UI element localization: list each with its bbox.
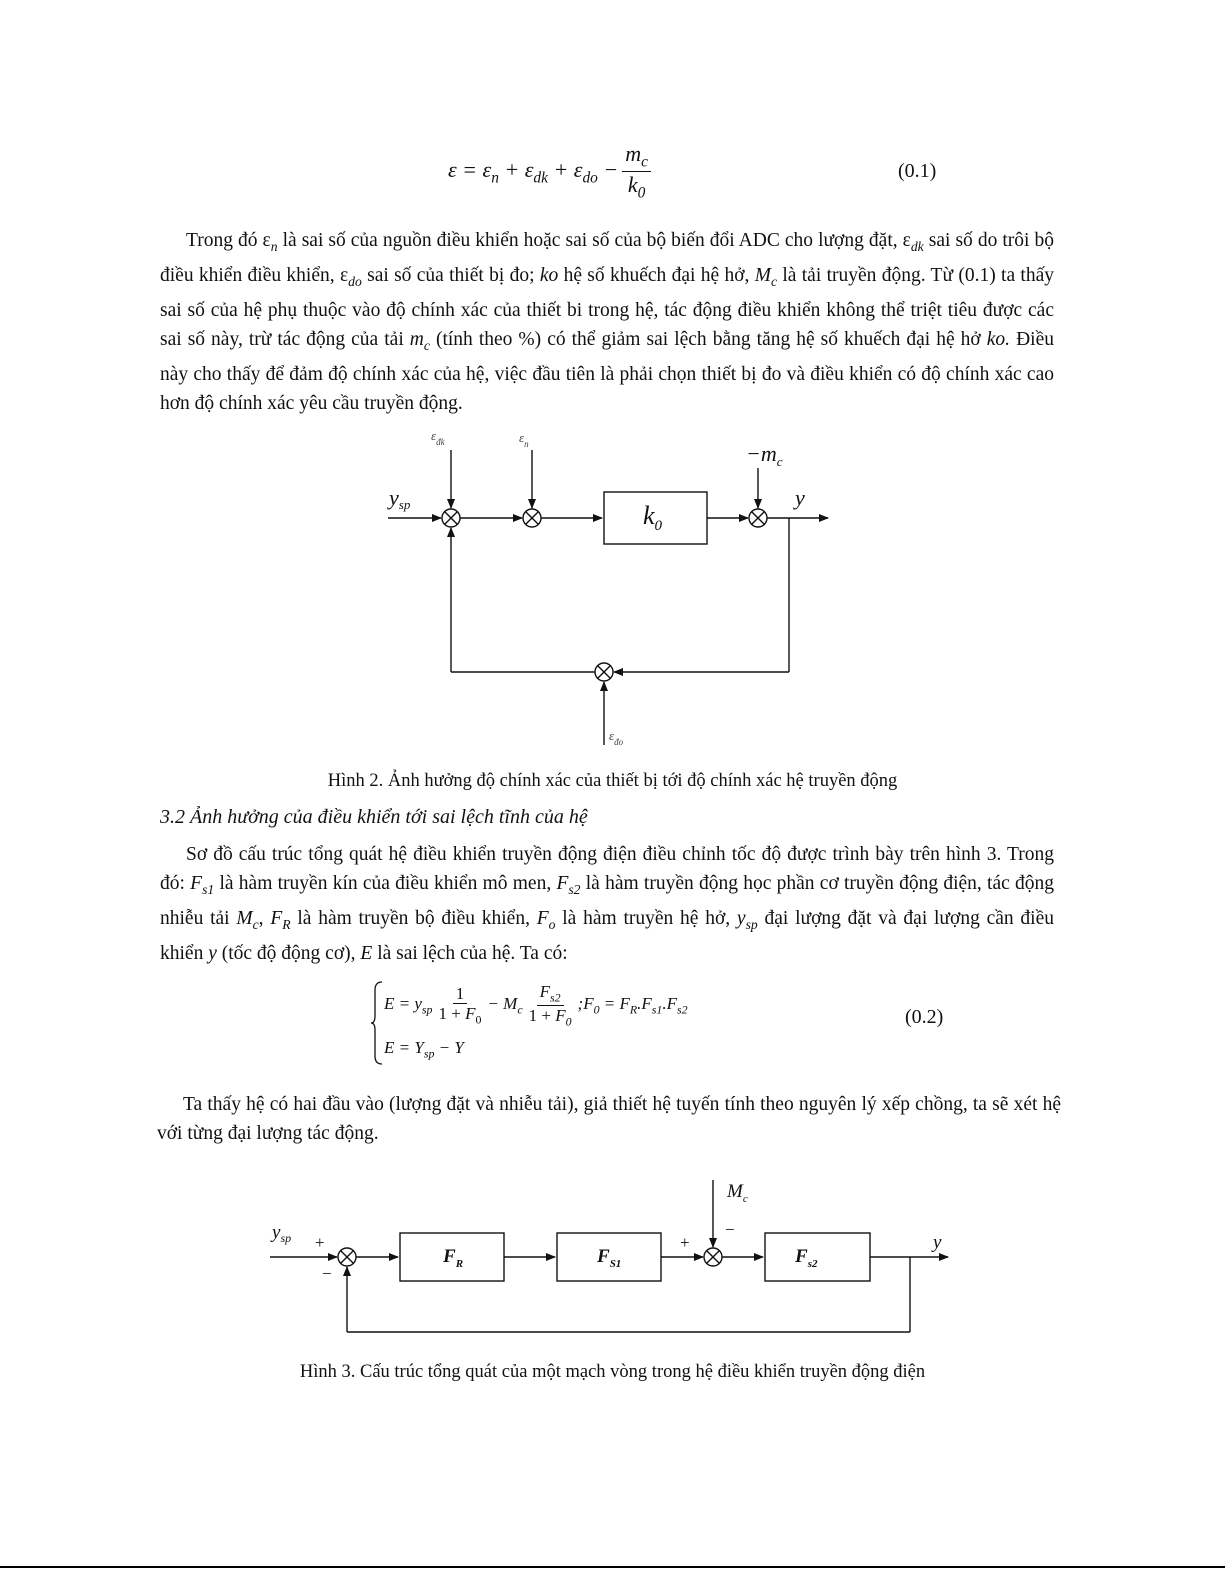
page-bottom-rule — [0, 1566, 1225, 1568]
fig2-epsilon-2-label: $\varepsilon_n$ — [519, 430, 529, 449]
section-heading: 3.2 Ảnh hưởng của điều khiển tới sai lệch tĩnh của hệ — [160, 806, 588, 828]
paragraph-1-text: là tải truyền động. Từ (0.1) ta thấy sai số của hệ phụ thuộc vào độ chính xác của thiết bi trong hệ, tác động điều khiển không thể triệt tiêu được các sai số này, trừ tác động của tải — [160, 264, 1055, 350]
paragraph-1-text: (tính theo %) có thể giảm sai lệch bằng tăng hệ số khuếch đại hệ hở — [429, 328, 987, 350]
fig3-minus-sign-2: − — [725, 1220, 735, 1239]
paragraph-1-sub: dk — [910, 238, 924, 254]
fig2-k0-label: $k_0$ — [643, 501, 663, 534]
fig2-ysp-label: ysp — [389, 485, 411, 512]
equation-0-2-brace — [370, 978, 384, 1068]
fig3-fs2-label: $F_{s2}$ — [795, 1246, 818, 1270]
fig3-fr-label: $F_R$ — [443, 1246, 464, 1270]
fig3-fs2-block — [765, 1233, 870, 1281]
equation-0-2 — [370, 978, 790, 1068]
paragraph-2-text: đại lượng đặt và đại lượng cần điều khiển — [160, 907, 1054, 964]
paragraph-1-text: sai số của thiết bị đo; — [361, 264, 540, 286]
paragraph-1-sub: do — [348, 273, 362, 289]
equation-0-2-line-1: $E = y_{sp}$ $\frac{1}{1 + F_0}$ − $M_c$ $\frac{F_{s2}}{1 + F_0}$ $;F_0 = F_R.F_{s1}.F_{s2}$ — [384, 982, 688, 1029]
figure-3-diagram — [0, 1170, 1225, 1350]
paragraph-2-text: Sơ đồ cấu trúc tổng quát hệ điều khiển truyền động điện điều chỉnh tốc độ được trình bày trên hình 3. Trong đó: — [160, 844, 1054, 894]
fig3-ysp-label: $y_{sp}$ — [272, 1222, 292, 1245]
fig3-plus-sign-1: + — [315, 1233, 325, 1252]
paragraph-1-italic: m — [409, 328, 424, 350]
paragraph-2-text: , — [258, 907, 271, 929]
paragraph-2-text: là sai lệch của hệ. Ta có: — [372, 942, 568, 964]
paragraph-1-text: Điều này cho thấy để đảm độ chính xác của hệ, việc đầu tiên là phải chọn thiết bị đo và điều khiển có độ chính xác cao hơn độ chính xác yêu cầu truyền động. — [160, 328, 1054, 414]
fig3-plus-sign-2: + — [680, 1233, 690, 1252]
paragraph-2-text: là hàm truyền bộ điều khiển, — [290, 907, 537, 929]
paragraph-1-text: hệ số khuếch đại hệ hở, — [558, 264, 755, 286]
paragraph-2-text: là hàm truyền kín của điều khiển mô men, — [214, 873, 557, 894]
fig2-mc-label: $-m_c$ — [746, 441, 783, 469]
fig3-fs1-label: $F_{S1}$ — [597, 1246, 622, 1270]
equation-0-2-line-2: $E = Y_{sp} - Y$ — [384, 1038, 464, 1061]
paragraph-2-text: là hàm truyền hệ hở, — [555, 907, 737, 929]
fig3-y-label: y — [933, 1232, 942, 1253]
paragraph-1-text: là sai số của nguồn điều khiển hoặc sai số của bộ biến đổi ADC cho lượng đặt, ε — [277, 230, 911, 251]
figure-3-caption: Hình 3. Cấu trúc tổng quát của một mạch vòng trong hệ điều khiển truyền động điện — [299, 1362, 926, 1382]
equation-0-1-fraction: $\frac{m_c}{k_0}$ — [622, 142, 651, 202]
fig2-y-label: y — [795, 485, 805, 510]
fig2-epsilon-1-label: $\varepsilon_{đk}$ — [431, 428, 445, 447]
fig2-epsilon-3-label: $\varepsilon_{đo}$ — [609, 728, 624, 747]
equation-0-1-lhs: $\varepsilon = \varepsilon_n + \varepsilon_{dk} + \varepsilon_{do}$ − — [448, 156, 619, 187]
paragraph-1-italic: M — [754, 264, 771, 286]
equation-0-1-number: (0.1) — [898, 160, 937, 182]
paragraph-1-text: sai số do trôi bộ điều khiển điều khiển, ε — [160, 230, 1054, 286]
equation-0-2-number: (0.2) — [905, 1006, 944, 1028]
paragraph-1-sub: n — [270, 238, 278, 254]
paragraph-1-italic: ko — [539, 264, 559, 286]
paragraph-2: Sơ đồ cấu trúc tổng quát hệ điều khiển truyền động điện điều chỉnh tốc độ được trình bày trên hình 3. Trong đó: $F_{s1}$ là hàm truyền kín của điều khiển mô men, $F_{s2}$ là hàm truyền động học phần cơ truyền động điện, tác động nhiễu tải $M_c$, $F_R$ là hàm truyền bộ điều khiển, $F_o$ là hàm truyền hệ hở, $y_{sp}$ đại lượng đặt và đại lượng cần điều khiển y (tốc độ động cơ), E là sai lệch của hệ. Ta có: — [160, 844, 1055, 964]
figure-2-diagram — [0, 0, 1225, 780]
paragraph-1-italic: ko. — [986, 328, 1011, 350]
paragraph-2-text: là hàm truyền động học phần cơ truyền động điện, tác động nhiễu tải — [160, 873, 1055, 929]
paragraph-3: Ta thấy hệ có hai đầu vào (lượng đặt và nhiễu tải), giả thiết hệ tuyến tính theo nguyên lý xếp chồng, ta sẽ xét hệ với từng đại lượng tác động. — [157, 1094, 1061, 1144]
paragraph-1-sub: c — [423, 337, 430, 353]
figure-2-caption: Hình 2. Ảnh hưởng độ chính xác của thiết bị tới độ chính xác hệ truyền động — [327, 771, 898, 791]
fig3-minus-sign-1: − — [322, 1264, 332, 1283]
fig3-mc-label: $M_c$ — [727, 1181, 748, 1205]
paragraph-1-text: Trong đó ε — [186, 230, 271, 251]
paragraph-1-sub: c — [770, 273, 778, 289]
paragraph-2-text: (tốc độ động cơ), — [216, 942, 361, 964]
